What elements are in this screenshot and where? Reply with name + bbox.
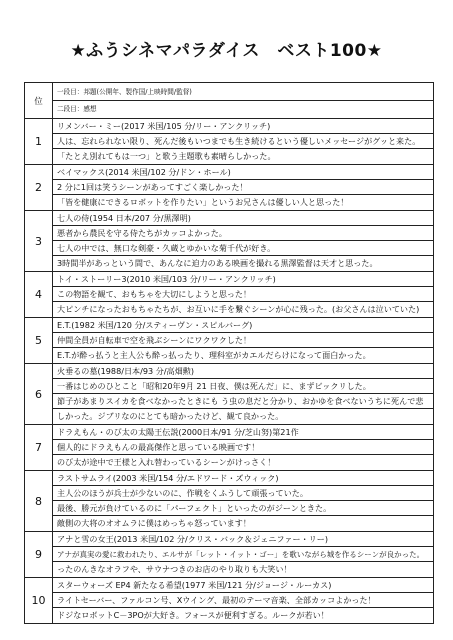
- entry-info-cell: [53, 532, 434, 578]
- comment-line: ドジなロボットC－3POが大好き。フォースが便利すぎる。ルークが若い！: [57, 610, 329, 620]
- comment-line: 「皆を健康にできるロボットを作りたい」というお兄さんは優しい人と思った！: [57, 197, 349, 207]
- rank-number: 5: [25, 318, 53, 364]
- film-info: 火垂るの墓(1988/日本/93 分/高畑勲): [53, 364, 433, 379]
- entry-info-cell: [53, 471, 434, 532]
- comment-line: 「たとえ別れてもは一つ」と歌う主題歌も素晴らしかった。: [57, 151, 276, 161]
- comment-line: 大ピンチになったおもちゃたちが、お互いに手を繋ぐシーンが心に残った。(お父さんは泣いていた): [57, 304, 420, 314]
- comment-line: 七人の中では、無口な剣豪・久蔵とゆかいな菊千代が好き。: [53, 241, 433, 256]
- table-header-row: [25, 83, 434, 119]
- comment-line: 主人公のほうが兵士が少ないのに、作戦をくふうして頑張っていた。: [53, 486, 433, 501]
- rank-number: 3: [25, 211, 53, 272]
- table-row: [25, 532, 434, 578]
- film-info: リメンバー・ミー(2017 米国/105 分/リー・アンクリッチ): [53, 119, 433, 134]
- rank-number: 10: [25, 578, 53, 624]
- film-info: トイ・ストーリー3(2010 米国/103 分/リー・アンクリッチ): [53, 272, 433, 287]
- table-row: [25, 318, 434, 364]
- page-title: ★ふうシネマパラダイス ベスト100★: [70, 41, 383, 61]
- table-row: [25, 211, 434, 272]
- comment-line: 2 分に1回は笑うシーンがあってすごく楽しかった！: [53, 180, 433, 195]
- rank-number: 1: [25, 119, 53, 165]
- rank-number: 4: [25, 272, 53, 318]
- comment-line: 節子があまりスイカを食べなかったときにも う虫の息だと分かり、おかゆを食べないうちに死んで悲: [53, 394, 433, 409]
- comment-line: のび太が途中で王様と入れ替わっているシーンがけっさく！: [57, 457, 276, 467]
- header-rank-cell: 位: [25, 83, 53, 119]
- entry-info-cell: [53, 318, 434, 364]
- comment-line: 悪者から農民を守る侍たちがカッコよかった。: [53, 226, 433, 241]
- rank-number: 7: [25, 425, 53, 471]
- table-row: [25, 364, 434, 425]
- table-row: [25, 165, 434, 211]
- table-row: [25, 425, 434, 471]
- comment-line: 人は、忘れられない限り、死んだ後もいつまでも生き続けるという優しいメッセージがグッと来た。: [53, 134, 433, 149]
- entry-info-cell: [53, 165, 434, 211]
- comment-line: この物語を観て、おもちゃを大切にしようと思った！: [53, 287, 433, 302]
- comment-line: 敵側の大将のオオムラに僕はめっちゃ怒っています！: [57, 518, 251, 528]
- film-info: ラストサムライ(2003 米国/154 分/エドワード・ズウィック): [53, 471, 433, 486]
- film-info: アナと雪の女王(2013 米国/102 分/クリス・バック＆ジェニファー・リー): [53, 532, 433, 547]
- film-info: ベイマックス(2014 米国/102 分/ドン・ホール): [53, 165, 433, 180]
- comment-line: 最後、勝元が負けているのに「パーフェクト」といったのがジーンときた。: [53, 501, 433, 516]
- entry-info-cell: [53, 272, 434, 318]
- comment-line: アナが真実の愛に救われたり、エルサが「レット・イット・ゴー」を歌いながら城を作るシーンが良かった。: [53, 547, 433, 562]
- comment-line: 仲間全員が自転車で空を飛ぶシーンにワクワクした！: [53, 333, 433, 348]
- comment-line: E.T.が酔っ払うと主人公も酔っ払ったり、理科室がカエルだらけになって面白かった。: [57, 350, 371, 360]
- entry-info-cell: [53, 119, 434, 165]
- rank-number: 2: [25, 165, 53, 211]
- film-info: スターウォーズ EP4 新たなる希望(1977 米国/121 分/ジョージ・ルーカス): [53, 578, 433, 593]
- comment-line: 一番はじめのひとこと「昭和20年9月 21 日夜、僕は死んだ」に、まずビックリした。: [53, 379, 433, 394]
- rank-number: 8: [25, 471, 53, 532]
- table-row: [25, 119, 434, 165]
- rank-number: 6: [25, 364, 53, 425]
- table-row: [25, 272, 434, 318]
- film-info: E.T.(1982 米国/120 分/スティーヴン・スピルバーグ): [53, 318, 433, 333]
- table-row: [25, 578, 434, 624]
- entry-info-cell: [53, 425, 434, 471]
- comment-line: 個人的にドラえもんの最高傑作と思っている映画です！: [53, 440, 433, 455]
- header-info-cell: [53, 83, 434, 119]
- film-info: ドラえもん・のび太の太陽王伝説(2000日本/91 分/芝山努)第21作: [53, 425, 433, 440]
- comment-line: ったのんきなオラフや、サウナつきのお店のやり取りも大笑い！: [57, 564, 292, 574]
- table-row: [25, 471, 434, 532]
- header-line-1: 一段目：邦題(公開年、製作国/上映時間/監督): [53, 83, 433, 101]
- comment-line: ライトセーバー、ファルコン号、Xウイング、最初のテーマ音楽、全部カッコよかった！: [53, 593, 433, 608]
- entry-info-cell: [53, 578, 434, 624]
- entry-info-cell: [53, 211, 434, 272]
- rank-number: 9: [25, 532, 53, 578]
- comment-line: 3時間半があっという間で、あんなに迫力のある映画を撮れる黒澤監督は天才と思った。: [57, 258, 378, 268]
- comment-line: しかった。ジブリなのにとても暗かったけど、観て良かった。: [57, 411, 284, 421]
- ranking-table: [24, 82, 434, 624]
- entry-info-cell: [53, 364, 434, 425]
- film-info: 七人の侍(1954 日本/207 分/黒澤明): [53, 211, 433, 226]
- header-line-2: 二段目：感想: [57, 105, 97, 113]
